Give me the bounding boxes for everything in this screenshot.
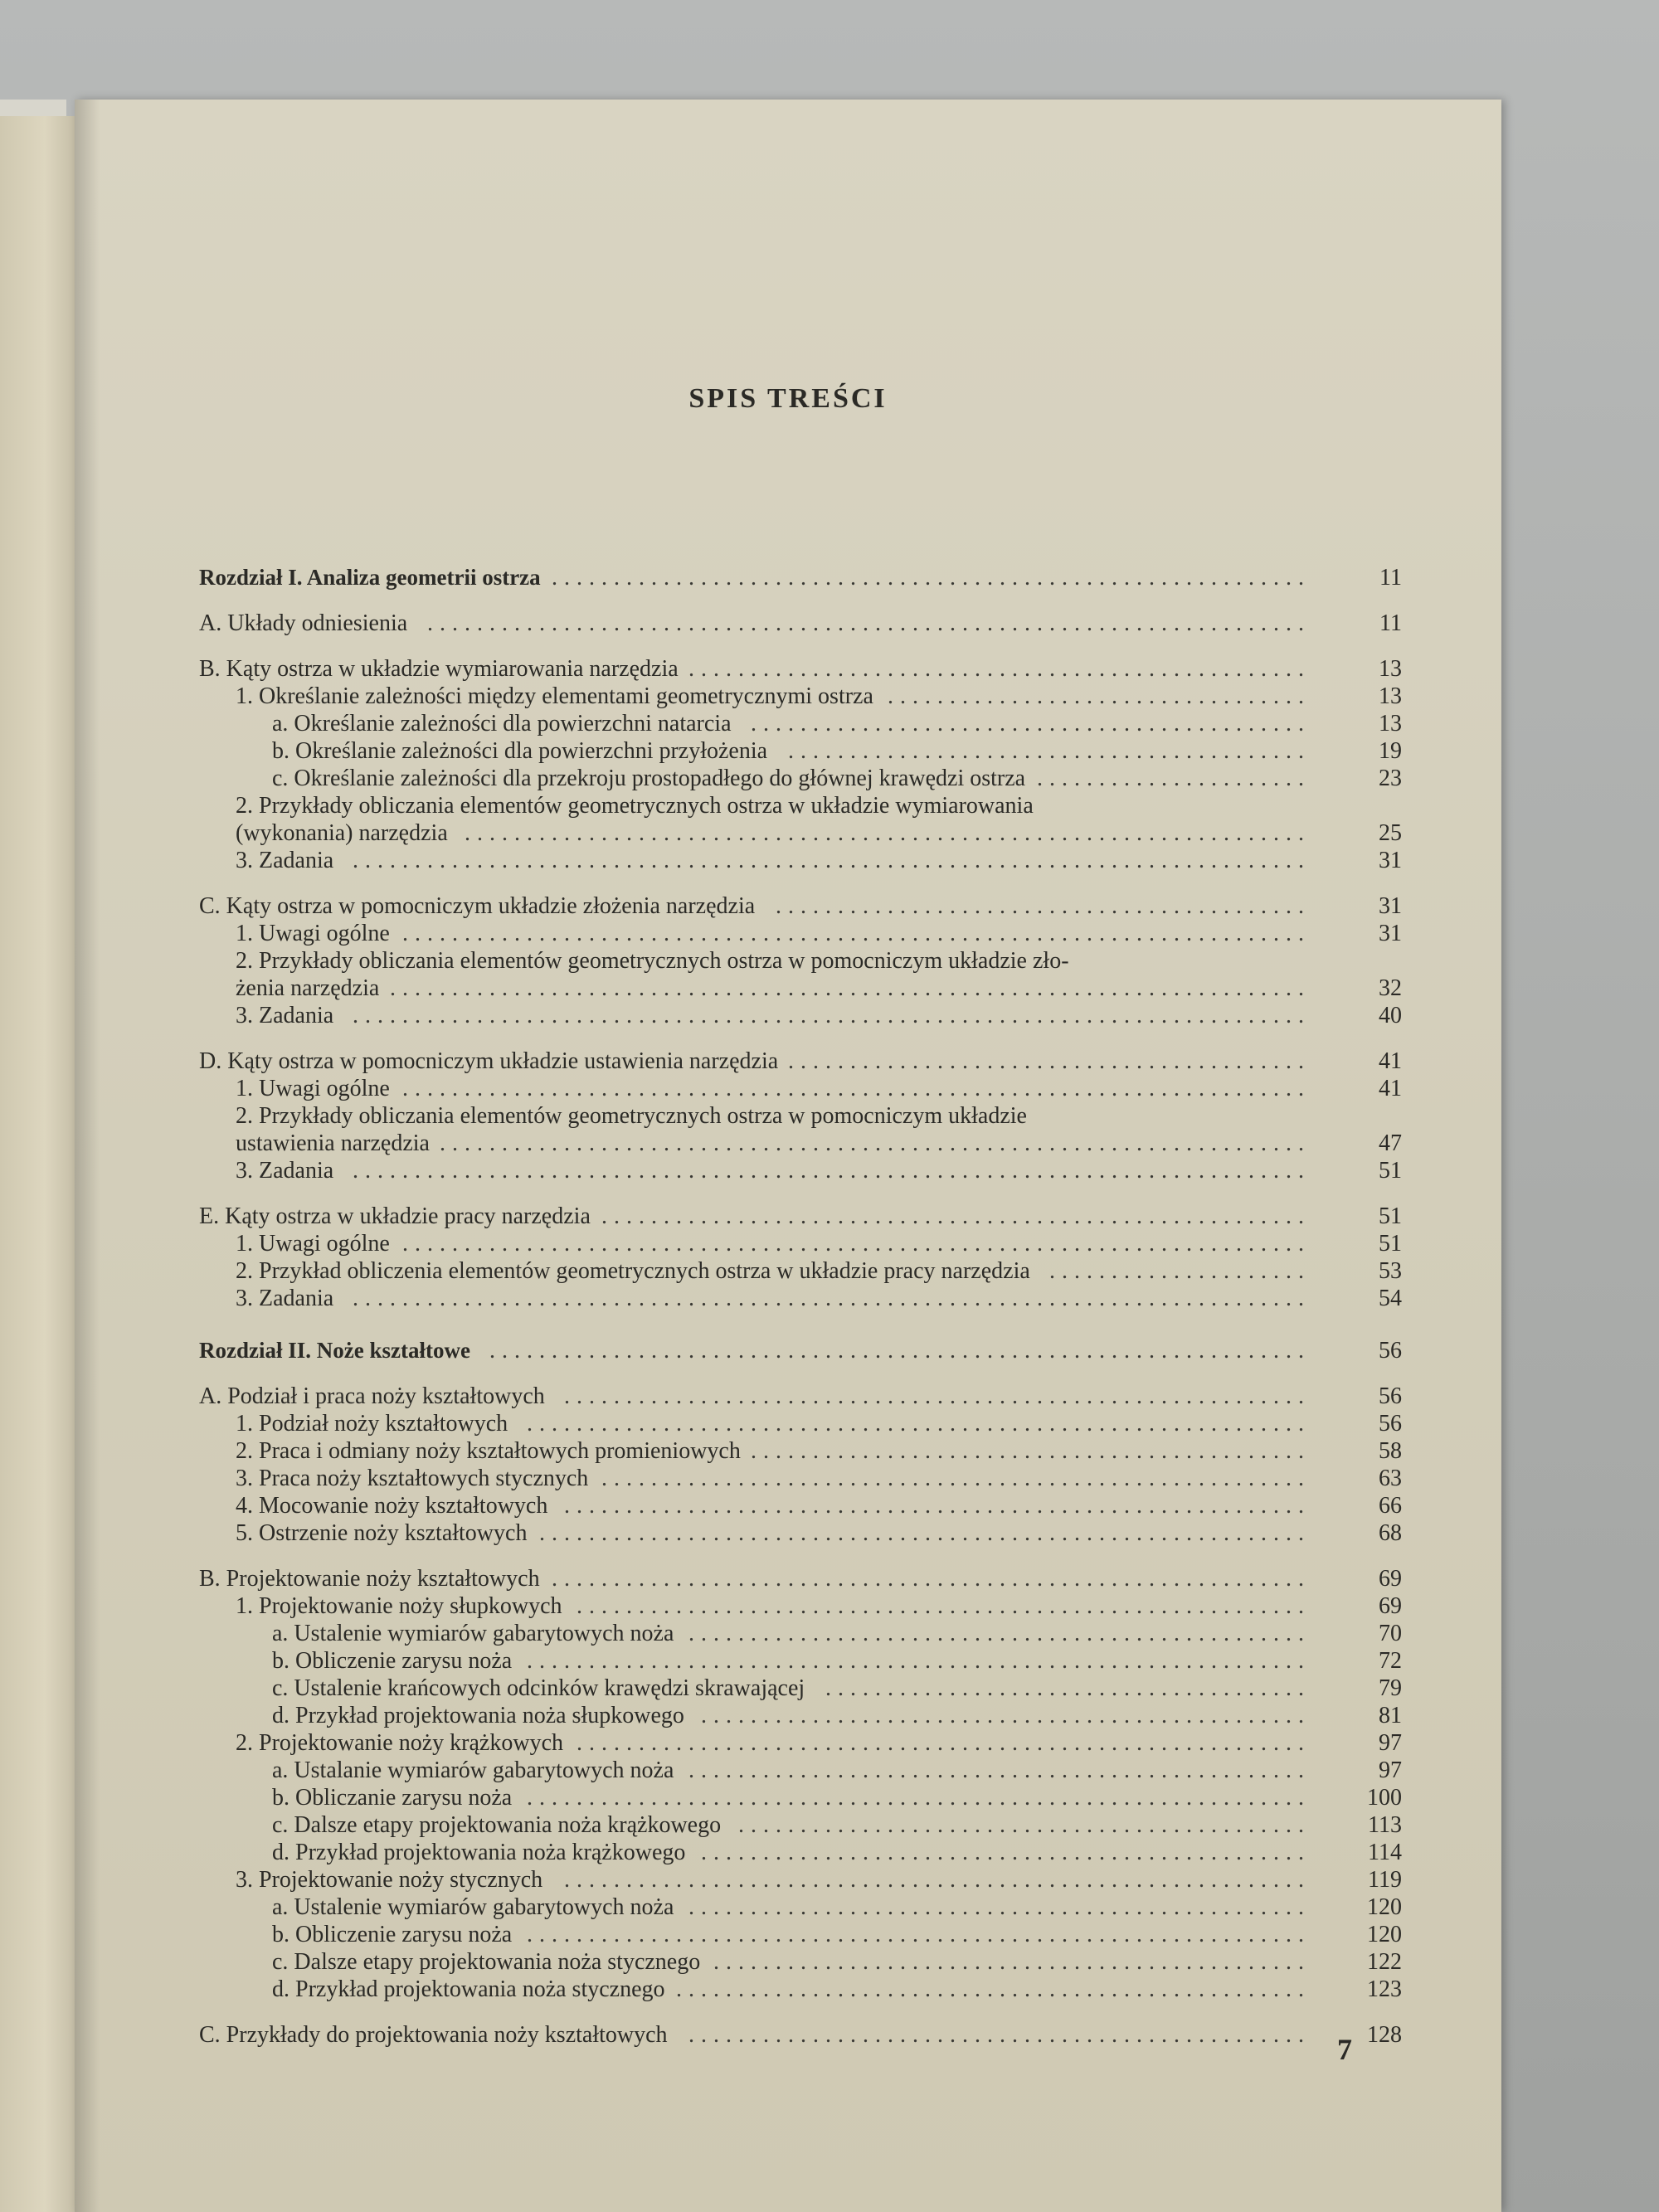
toc-entry-page: 63	[1379, 1466, 1402, 1491]
toc-entry-page: 51	[1379, 1158, 1402, 1184]
toc-entry	[199, 1647, 1402, 1675]
toc-entry	[199, 610, 1402, 637]
toc-entry-page: 23	[1379, 766, 1402, 791]
toc-leader-dots: ...............................................................	[527, 1785, 1311, 1811]
toc-entry-page: 51	[1379, 1231, 1402, 1257]
toc-entry-label: 3. Zadania	[236, 848, 334, 873]
toc-entry-page: 31	[1379, 848, 1402, 873]
toc-entry	[199, 847, 1402, 874]
toc-entry-page: 19	[1379, 738, 1402, 764]
toc-leader-dots: .............................................................	[552, 565, 1311, 591]
toc-entry	[199, 1948, 1402, 1976]
toc-entry-label: b. Obliczanie zarysu noża	[272, 1785, 513, 1811]
toc-entry-label: d. Przykład projektowania noża krążkowego	[272, 1840, 686, 1865]
toc-entry-label: 3. Zadania	[236, 1286, 334, 1311]
toc-leader-dots: ..............................................................	[539, 1520, 1311, 1546]
toc-entry-page: 31	[1379, 921, 1402, 946]
toc-entry-page: 56	[1379, 1338, 1402, 1364]
toc-entry-label: 2. Przykłady obliczania elementów geometrycznych ostrza w pomocniczym układzie zło-	[236, 948, 1069, 974]
toc-entry-label: 1. Uwagi ogólne	[236, 1076, 390, 1101]
toc-entry	[199, 1157, 1402, 1184]
toc-entry	[199, 1921, 1402, 1948]
toc-entry-page: 13	[1379, 711, 1402, 737]
toc-entry	[199, 1839, 1402, 1866]
toc-entry-label: C. Kąty ostrza w pomocniczym układzie złożenia narzędzia	[199, 893, 756, 919]
toc-entry-page: 54	[1379, 1286, 1402, 1311]
toc-entry	[199, 1383, 1402, 1410]
toc-entry	[199, 1592, 1402, 1620]
toc-leader-dots: ..................................................	[688, 656, 1311, 682]
toc-entry-label: 5. Ostrzenie noży kształtowych	[236, 1520, 528, 1546]
toc-entry	[199, 710, 1402, 737]
toc-entry-page: 81	[1379, 1703, 1402, 1728]
toc-leader-dots: .......................................	[825, 1675, 1311, 1701]
toc-leader-dots: .....................	[1049, 1258, 1311, 1284]
toc-entry-page: 66	[1379, 1493, 1402, 1519]
toc-entry-page: 70	[1379, 1621, 1402, 1646]
toc-entry	[199, 1285, 1402, 1312]
toc-entry-page: 97	[1379, 1757, 1402, 1783]
toc-leader-dots: .................................................	[701, 1703, 1311, 1728]
toc-entry-label: B. Projektowanie noży kształtowych	[199, 1566, 540, 1592]
gutter-shadow	[75, 100, 100, 2212]
toc-entry	[199, 1976, 1402, 2003]
toc-leader-dots: ............................................................	[564, 1383, 1311, 1409]
toc-leader-dots: .............................................	[751, 711, 1311, 737]
toc-entry-page: 120	[1367, 1922, 1402, 1947]
toc-entry	[199, 1894, 1402, 1921]
toc-leader-dots: ...............................................................	[527, 1922, 1311, 1947]
toc-entry	[199, 1519, 1402, 1547]
toc-entry-page: 72	[1379, 1648, 1402, 1674]
toc-entry	[199, 1203, 1402, 1230]
toc-entry-page: 56	[1379, 1383, 1402, 1409]
toc-entry-page: 58	[1379, 1438, 1402, 1464]
toc-leader-dots: ..................................................................	[489, 1338, 1311, 1364]
toc-leader-dots: ...........................................................	[577, 1593, 1311, 1619]
toc-entry-label: B. Kąty ostrza w układzie wymiarowania narzędzia	[199, 656, 679, 682]
toc-entry-label: Rozdział II. Noże kształtowe	[199, 1338, 470, 1363]
toc-entry-page: 41	[1379, 1048, 1402, 1074]
toc-entry-page: 53	[1379, 1258, 1402, 1284]
toc-entry-label: (wykonania) narzędzia	[236, 820, 448, 846]
toc-entry	[199, 1257, 1402, 1285]
toc-leader-dots: ....................................................................	[465, 820, 1311, 846]
toc-entry-label: D. Kąty ostrza w pomocniczym układzie ustawienia narzędzia	[199, 1048, 779, 1074]
toc-entry	[199, 683, 1402, 710]
toc-entry-page: 41	[1379, 1076, 1402, 1101]
toc-entry-label: c. Określanie zależności dla przekroju prostopadłego do głównej krawędzi ostrza	[272, 766, 1026, 791]
toc-entry	[199, 1075, 1402, 1102]
toc-entry-label: 3. Projektowanie noży stycznych	[236, 1867, 543, 1893]
toc-entry	[199, 1102, 1402, 1130]
toc-entry-label: 1. Projektowanie noży słupkowych	[236, 1593, 562, 1619]
toc-entry-label: żenia narzędzia	[236, 975, 380, 1001]
toc-entry	[199, 564, 1402, 591]
toc-entry-page: 100	[1367, 1785, 1402, 1811]
toc-entry	[199, 1620, 1402, 1647]
toc-entry-page: 51	[1379, 1203, 1402, 1229]
toc-entry-label: 2. Przykłady obliczania elementów geometrycznych ostrza w pomocniczym układzie	[236, 1103, 1027, 1129]
toc-entry-label: 2. Przykłady obliczania elementów geometrycznych ostrza w układzie wymiarowania	[236, 793, 1034, 819]
toc-entry-page: 13	[1379, 683, 1402, 709]
toc-leader-dots: .........................................................................	[402, 921, 1311, 946]
toc-entry	[199, 1565, 1402, 1592]
toc-entry	[199, 1492, 1402, 1519]
toc-entry	[199, 765, 1402, 792]
toc-entry-page: 113	[1368, 1812, 1402, 1838]
toc-entry-label: 1. Określanie zależności między elementami geometrycznymi ostrza	[236, 683, 873, 709]
toc-entry-label: 2. Praca i odmiany noży kształtowych promieniowych	[236, 1438, 741, 1464]
toc-entry-page: 68	[1379, 1520, 1402, 1546]
toc-entry-label: b. Obliczenie zarysu noża	[272, 1922, 513, 1947]
toc-leader-dots: ..........................................................................	[390, 975, 1311, 1001]
toc-entry-label: 2. Projektowanie noży krążkowych	[236, 1730, 563, 1756]
toc-entry-page: 25	[1379, 820, 1402, 846]
toc-leader-dots: ................................................	[713, 1949, 1311, 1975]
toc-entry	[199, 1337, 1402, 1364]
toc-entry	[199, 1675, 1402, 1702]
toc-leader-dots: ..................................................	[688, 2022, 1311, 2048]
toc-entry-label: a. Określanie zależności dla powierzchni natarcia	[272, 711, 732, 737]
toc-entry	[199, 947, 1402, 975]
toc-entry	[199, 1002, 1402, 1029]
toc-entry-page: 128	[1367, 2022, 1402, 2048]
toc-leader-dots: ...........................................................	[577, 1730, 1311, 1756]
toc-entry-label: c. Ustalenie krańcowych odcinków krawędzi skrawającej	[272, 1675, 805, 1701]
toc-entry-page: 69	[1379, 1566, 1402, 1592]
toc-leader-dots: ...................................................	[676, 1976, 1311, 2002]
toc-entry-label: A. Podział i praca noży kształtowych	[199, 1383, 545, 1409]
toc-leader-dots: ..........................................	[788, 1048, 1311, 1074]
toc-entry	[199, 1130, 1402, 1157]
toc-entry-page: 79	[1379, 1675, 1402, 1701]
toc-entry-label: A. Układy odniesienia	[199, 610, 408, 636]
toc-leader-dots: ..................................................	[688, 1757, 1311, 1783]
toc-entry-page: 11	[1379, 610, 1402, 636]
toc-entry	[199, 1048, 1402, 1075]
toc-entry-label: a. Ustalenie wymiarów gabarytowych noża	[272, 1621, 674, 1646]
toc-leader-dots: ...............................................................	[527, 1648, 1311, 1674]
toc-entry-page: 97	[1379, 1730, 1402, 1756]
toc-entry-page: 40	[1379, 1003, 1402, 1028]
toc-entry	[199, 1465, 1402, 1492]
toc-entry-page: 13	[1379, 656, 1402, 682]
toc-entry	[199, 1866, 1402, 1894]
toc-entry	[199, 737, 1402, 765]
toc-entry-page: 119	[1368, 1867, 1402, 1893]
book-page	[75, 100, 1501, 2212]
toc-entry	[199, 792, 1402, 819]
toc-entry-label: 1. Uwagi ogólne	[236, 1231, 390, 1257]
toc-entry	[199, 1811, 1402, 1839]
toc-leader-dots: .............................................................................	[353, 848, 1311, 873]
toc-leader-dots: .........................................................................	[402, 1231, 1311, 1257]
toc-entry-page: 123	[1367, 1976, 1402, 2002]
toc-leader-dots: ......................................................................	[440, 1130, 1311, 1156]
toc-entry	[199, 1784, 1402, 1811]
toc-entry-label: d. Przykład projektowania noża słupkowego	[272, 1703, 684, 1728]
toc-entry-label: ustawienia narzędzia	[236, 1130, 430, 1156]
toc-entry-label: a. Ustalanie wymiarów gabarytowych noża	[272, 1757, 674, 1783]
toc-leader-dots: .............................................................................	[353, 1003, 1311, 1028]
toc-entry	[199, 1757, 1402, 1784]
toc-entry-label: 1. Uwagi ogólne	[236, 921, 390, 946]
toc-leader-dots: ............................................................	[564, 1493, 1311, 1519]
toc-leader-dots: ..................................................	[688, 1621, 1311, 1646]
toc-entry-page: 122	[1367, 1949, 1402, 1975]
table-of-contents	[199, 564, 1402, 2049]
toc-entry-label: 2. Przykład obliczenia elementów geometrycznych ostrza w układzie pracy narzędzia	[236, 1258, 1030, 1284]
toc-entry	[199, 1230, 1402, 1257]
toc-leader-dots: ..................................	[888, 683, 1311, 709]
toc-leader-dots: ...........................................	[776, 893, 1311, 919]
toc-entry-page: 114	[1368, 1840, 1402, 1865]
toc-entry-label: b. Obliczenie zarysu noża	[272, 1648, 513, 1674]
toc-leader-dots: .........................................................	[601, 1203, 1311, 1229]
toc-entry	[199, 1702, 1402, 1729]
toc-entry-label: a. Ustalenie wymiarów gabarytowych noża	[272, 1894, 674, 1920]
toc-entry-label: C. Przykłady do projektowania noży kształtowych	[199, 2022, 668, 2048]
toc-leader-dots: .........................................................................	[402, 1076, 1311, 1101]
toc-leader-dots: ......................	[1037, 766, 1311, 791]
toc-entry-label: 3. Zadania	[236, 1158, 334, 1184]
toc-leader-dots: .............................................................................	[353, 1158, 1311, 1184]
toc-entry	[199, 655, 1402, 683]
toc-entry-label: d. Przykład projektowania noża stycznego	[272, 1976, 665, 2002]
toc-leader-dots: ............................................................	[564, 1867, 1311, 1893]
toc-entry-page: 32	[1379, 975, 1402, 1001]
toc-leader-dots: .........................................................	[601, 1466, 1311, 1491]
toc-entry	[199, 1437, 1402, 1465]
toc-leader-dots: .......................................................................	[427, 610, 1311, 636]
toc-entry-label: 1. Podział noży kształtowych	[236, 1411, 508, 1437]
toc-entry-label: c. Dalsze etapy projektowania noża krążkowego	[272, 1812, 722, 1838]
page-title: SPIS TREŚCI	[688, 383, 888, 414]
toc-leader-dots: .............................................................................	[353, 1286, 1311, 1311]
toc-leader-dots: .................................................	[701, 1840, 1311, 1865]
previous-page-edge	[0, 116, 77, 2212]
toc-entry-label: b. Określanie zależności dla powierzchni przyłożenia	[272, 738, 768, 764]
toc-leader-dots: .............................................	[751, 1438, 1311, 1464]
toc-entry-page: 69	[1379, 1593, 1402, 1619]
toc-entry	[199, 920, 1402, 947]
toc-entry-label: 4. Mocowanie noży kształtowych	[236, 1493, 548, 1519]
toc-entry-label: 3. Praca noży kształtowych stycznych	[236, 1466, 589, 1491]
toc-entry-label: 3. Zadania	[236, 1003, 334, 1028]
toc-entry	[199, 1729, 1402, 1757]
toc-entry-label: Rozdział I. Analiza geometrii ostrza	[199, 565, 541, 590]
toc-entry-page: 56	[1379, 1411, 1402, 1437]
toc-entry	[199, 892, 1402, 920]
toc-entry	[199, 1410, 1402, 1437]
toc-entry	[199, 2021, 1402, 2049]
toc-entry-label: E. Kąty ostrza w układzie pracy narzędzia	[199, 1203, 591, 1229]
toc-entry	[199, 819, 1402, 847]
toc-leader-dots: ...............................................................	[527, 1411, 1311, 1437]
page-number: 7	[1337, 2033, 1352, 2066]
toc-entry-page: 47	[1379, 1130, 1402, 1156]
toc-entry-label: c. Dalsze etapy projektowania noża stycznego	[272, 1949, 701, 1975]
toc-entry-page: 11	[1379, 565, 1402, 591]
toc-leader-dots: ..................................................	[688, 1894, 1311, 1920]
toc-leader-dots: ..............................................	[738, 1812, 1311, 1838]
toc-leader-dots: .............................................................	[552, 1566, 1311, 1592]
toc-leader-dots: ..........................................	[788, 738, 1311, 764]
toc-entry-page: 31	[1379, 893, 1402, 919]
toc-entry	[199, 975, 1402, 1002]
toc-entry-page: 120	[1367, 1894, 1402, 1920]
